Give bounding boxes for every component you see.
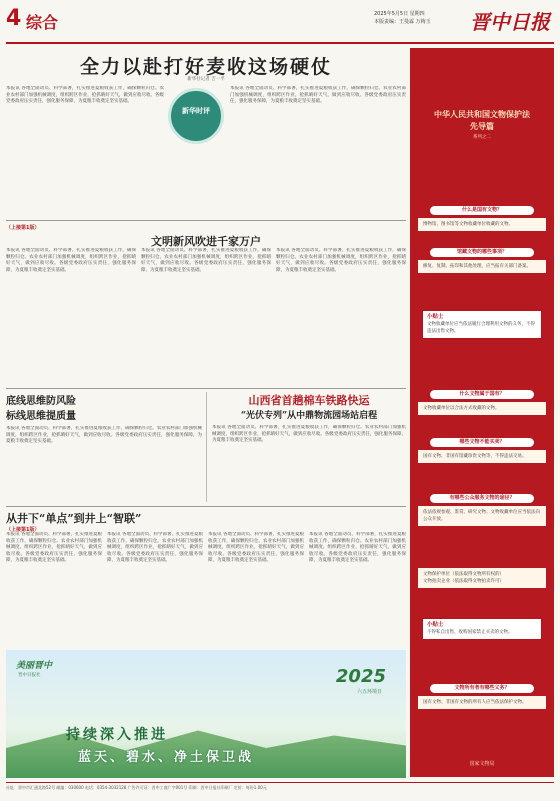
environment-banner [6, 650, 406, 778]
page-footer: 社址：晋中市汇通北路52号 邮编：030600 电话：0354-3032128 广告许可证：晋中工商广字001号 印刷：晋中日报社印刷厂 定价：每份1.00元 [6, 782, 554, 796]
article-body: 本报讯 各地全面动员、科学部署，扎实推进夏粮收获工作，确保颗粒归仓。农业农村部门加强机械调度，组织跨区作业，抢抓晴好天气，做到应收尽收。各级党委政府压实责任，强化服务保障，为夏粮丰收奠定坚实基础。 [6, 426, 202, 444]
article-kicker: （上接第1版） [6, 225, 40, 231]
article-civilization [6, 224, 406, 273]
masthead [6, 4, 554, 44]
article-risk [6, 392, 202, 502]
question-heading: 有哪些公众服务文物的途径？ [430, 494, 534, 503]
list-box [418, 568, 546, 588]
banner-logo: 美丽晋中 [16, 661, 53, 671]
divider [6, 388, 406, 389]
divider [6, 220, 406, 221]
divider [6, 506, 406, 507]
article-body: 本报讯 各地全面动员、科学部署，扎实推进夏粮收获工作，确保颗粒归仓。农业农村部门加强机械调度，组织跨区作业，抢抓晴好天气，做到应收尽收。各级党委政府压实责任，强化服务保障，为夏粮丰收奠定坚实基础。 [6, 532, 102, 563]
list-item: 文物保护单位（依法取得文物所有权的） [423, 572, 504, 577]
banner-headline: 持续深入推进 [66, 727, 168, 743]
page-number: 4 [6, 6, 22, 31]
masthead-date: 2025年5月5日 星期四 本版责编：王曼霖 万梅玉 [374, 11, 431, 25]
banner-year-sub: 六五环境日 [356, 689, 382, 695]
article-kicker: （上接第1版） [6, 527, 40, 533]
answer-box: 国有文物、非国有文物的所有人应当依法保护文物。 [418, 696, 546, 709]
question-heading: 什么文物属于国有？ [430, 390, 534, 399]
article-headline: 从井下“单点”到井上“智联” [6, 512, 142, 525]
article-body: 本报讯 各地全面动员、科学部署，扎实推进夏粮收获工作，确保颗粒归仓。农业农村部门加强机械调度，组织跨区作业，抢抓晴好天气，做到应收尽收。各级党委政府压实责任，强化服务保障，为夏粮丰收奠定坚实基础。 [6, 248, 136, 273]
answer-box: 修复、复制、拓印和其他处理，应当报有关部门备案。 [418, 260, 546, 273]
list-item: 文物拍卖企业（依法取得文物拍卖许可） [423, 579, 504, 584]
banner-logo-sub: 晋中日报社 [18, 673, 41, 678]
article-train [212, 392, 406, 499]
article-mining [6, 510, 406, 563]
sidebar-subtitle: 系列之二 [473, 135, 491, 140]
article-headline: 文明新风吹进千家万户 [151, 235, 261, 248]
lead-headline: 全力以赴打好麦收这场硬仗 [79, 56, 332, 78]
article-subheadline: “光伏专列”从中鼎物流园场站启程 [240, 411, 378, 421]
answer-box: 文物收藏单位以合法方式收藏的文物。 [418, 402, 546, 415]
article-headline-b: 标线思维提质量 [6, 411, 76, 422]
answer-box: 依法依规参观、鉴赏、研究文物；文物收藏单位应当依法向公众开放。 [418, 506, 546, 526]
answer-box: 博物馆、图书馆等文物收藏单位收藏的文物。 [418, 218, 546, 231]
lead-body-right: 本报讯 各地全面动员、科学部署，扎实推进夏粮收获工作，确保颗粒归仓。农业农村部门加强机械调度，组织跨区作业，抢抓晴好天气，做到应收尽收。各级党委政府压实责任，强化服务保障，为夏粮丰收奠定坚实基础。 [230, 86, 406, 104]
newspaper-logo: 晋中日报 [470, 10, 550, 34]
article-body: 本报讯 各地全面动员、科学部署，扎实推进夏粮收获工作，确保颗粒归仓。农业农村部门加强机械调度，组织跨区作业，抢抓晴好天气，做到应收尽收。各级党委政府压实责任，强化服务保障，为夏粮丰收奠定坚实基础。 [107, 532, 203, 563]
section-name: 综合 [26, 13, 59, 32]
sidebar-logo: 国家文物局 [469, 761, 495, 767]
tip-box: 小贴士 文物收藏单位应当依法履行合理利用文物的义务，不得违法出售文物。 [422, 310, 542, 339]
question-heading: 文物所有者有哪些义务？ [430, 684, 534, 693]
question-heading: 哪些文物不能买卖？ [430, 438, 534, 447]
column-divider [206, 392, 207, 502]
question-heading: 馆藏文物的哪些事项？ [430, 248, 534, 257]
tip-box: 小贴士 不得私自出售、收购国家禁止买卖的文物。 [422, 618, 542, 640]
banner-subheadline: 蓝天、碧水、净土保卫战 [78, 750, 255, 765]
commentary-badge: 新华时评 [168, 88, 224, 144]
article-body: 本报讯 各地全面动员、科学部署，扎实推进夏粮收获工作，确保颗粒归仓。农业农村部门加强机械调度，组织跨区作业，抢抓晴好天气，做到应收尽收。各级党委政府压实责任，强化服务保障，为夏粮丰收奠定坚实基础。 [309, 532, 406, 563]
article-body: 本报讯 各地全面动员、科学部署，扎实推进夏粮收获工作，确保颗粒归仓。农业农村部门加强机械调度，组织跨区作业，抢抓晴好天气，做到应收尽收。各级党委政府压实责任，强化服务保障，为夏粮丰收奠定坚实基础。 [276, 248, 406, 273]
article-body: 本报讯 各地全面动员、科学部署，扎实推进夏粮收获工作，确保颗粒归仓。农业农村部门加强机械调度，组织跨区作业，抢抓晴好天气，做到应收尽收。各级党委政府压实责任，强化服务保障，为夏粮丰收奠定坚实基础。 [212, 425, 406, 443]
sidebar-title: 中华人民共和国文物保护法 先导篇 [434, 109, 530, 131]
lead-byline: 新华社记者 吉一平 [187, 77, 225, 82]
article-body: 本报讯 各地全面动员、科学部署，扎实推进夏粮收获工作，确保颗粒归仓。农业农村部门加强机械调度，组织跨区作业，抢抓晴好天气，做到应收尽收。各级党委政府压实责任，强化服务保障，为夏粮丰收奠定坚实基础。 [208, 532, 304, 563]
article-headline: 山西省首趟棉车铁路快运 [248, 394, 370, 407]
question-heading: 什么是国有文物？ [430, 206, 534, 215]
answer-box: 国有文物、非国有馆藏珍贵文物等，不得违法交易。 [418, 450, 546, 463]
banner-year: 2025 [335, 666, 386, 687]
lead-body-left: 本报讯 各地全面动员、科学部署，扎实推进夏粮收获工作，确保颗粒归仓。农业农村部门加强机械调度，组织跨区作业，抢抓晴好天气，做到应收尽收。各级党委政府压实责任，强化服务保障，为夏粮丰收奠定坚实基础。 [6, 86, 164, 104]
article-headline-a: 底线思维防风险 [6, 396, 76, 407]
article-body: 本报讯 各地全面动员、科学部署，扎实推进夏粮收获工作，确保颗粒归仓。农业农村部门加强机械调度，组织跨区作业，抢抓晴好天气，做到应收尽收。各级党委政府压实责任，强化服务保障，为夏粮丰收奠定坚实基础。 [141, 248, 271, 273]
sidebar-infographic [410, 48, 554, 777]
